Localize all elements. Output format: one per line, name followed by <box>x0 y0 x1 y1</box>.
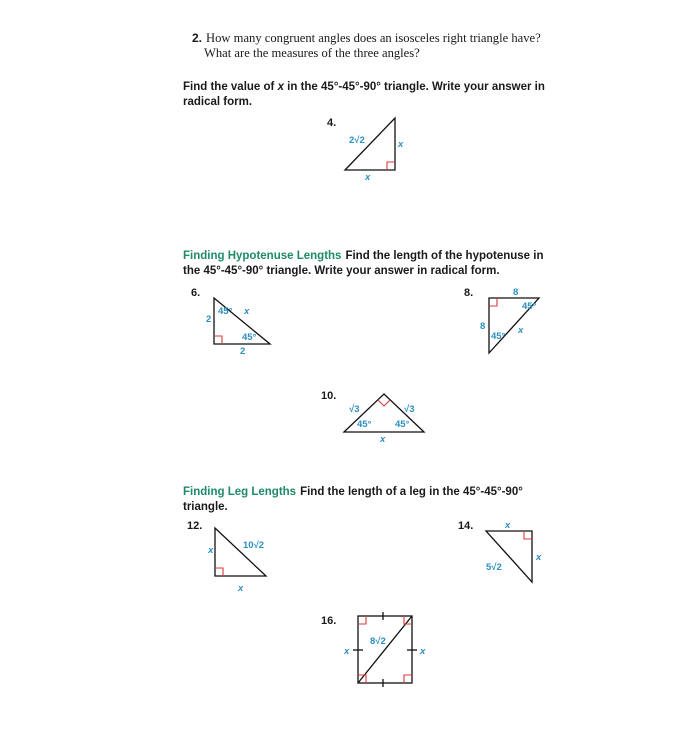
problem-12-figure <box>200 520 280 600</box>
problem-8-number: 8. <box>464 287 474 299</box>
problem-14-top-label: x <box>505 520 511 531</box>
problem-6-left-leg-label: 2 <box>206 314 212 325</box>
problem-6-right-angle-label: 45° <box>242 332 257 343</box>
problem-12-number: 12. <box>187 520 203 532</box>
problem-12-left-label: x <box>208 545 214 556</box>
problem-6-figure <box>200 292 280 362</box>
problem-6-top-angle-label: 45° <box>218 306 233 317</box>
problem-6-bottom-leg-label: 2 <box>240 346 246 357</box>
problem-16-left-label: x <box>344 646 350 657</box>
problem-8-hyp-label: x <box>518 325 524 336</box>
problem-6-right-angle-mark <box>214 336 222 344</box>
problem-16-right-angle-mark-tl <box>358 616 366 624</box>
problem-6-hyp-label: x <box>244 306 250 317</box>
problem-10-left-label: √3 <box>349 404 360 415</box>
problem-10-right-angle-label: 45° <box>395 419 410 430</box>
find-x-text-b: in the 45°-45°-90° triangle. Write your answer in <box>283 81 545 93</box>
problem-14-right-label: x <box>536 552 542 563</box>
instructions-legs <box>183 485 603 515</box>
problem-4-side-label: x <box>398 139 404 150</box>
find-x-variable: x <box>277 81 284 93</box>
question-2 <box>192 31 612 61</box>
legs-line-2: triangle. <box>183 501 228 513</box>
problem-8-figure <box>478 285 548 360</box>
problem-10-left-angle-label: 45° <box>357 419 372 430</box>
problem-4-right-angle-mark <box>387 162 395 170</box>
legs-line-1: Find the length of a leg in the 45°-45°-90° <box>300 486 523 498</box>
problem-14-right-angle-mark <box>524 531 532 539</box>
hypotenuse-heading: Finding Hypotenuse Lengths <box>183 250 342 262</box>
hypotenuse-line-2: the 45°-45°-90° triangle. Write your answer in radical form. <box>183 265 500 277</box>
problem-10-number: 10. <box>321 390 337 402</box>
problem-14-hyp-label: 5√2 <box>486 562 502 573</box>
problem-16-figure <box>338 608 438 688</box>
problem-10-figure <box>340 390 430 450</box>
question-2-number: 2. <box>192 31 203 45</box>
problem-12-bottom-label: x <box>238 583 244 594</box>
problem-16-number: 16. <box>321 615 337 627</box>
problem-14-number: 14. <box>458 520 474 532</box>
problem-8-top-angle-label: 45° <box>522 301 537 312</box>
problem-4-bottom-label: x <box>365 172 371 182</box>
problem-12-right-angle-mark <box>215 568 223 576</box>
problem-16-diagonal-label: 8√2 <box>370 636 386 647</box>
problem-10-right-label: √3 <box>404 404 415 415</box>
hypotenuse-line-1: Find the length of the hypotenuse in <box>345 250 544 262</box>
problem-4-hyp-label: 2√2 <box>349 135 365 146</box>
problem-8-top-label: 8 <box>513 287 519 298</box>
problem-4-figure <box>335 112 415 182</box>
problem-8-right-angle-mark <box>489 298 497 306</box>
problem-10-right-angle-mark <box>378 400 390 406</box>
problem-16-right-label: x <box>420 646 426 657</box>
problem-14-figure <box>482 518 552 588</box>
problem-16-diagonal <box>358 616 412 683</box>
question-2-line-2: What are the measures of the three angles? <box>204 46 420 60</box>
legs-heading: Finding Leg Lengths <box>183 486 297 498</box>
problem-10-bottom-label: x <box>380 434 386 445</box>
problem-8-left-label: 8 <box>480 321 486 332</box>
problem-6-number: 6. <box>191 287 201 299</box>
problem-8-left-angle-label: 45° <box>491 331 506 342</box>
problem-16-right-angle-mark-br <box>404 675 412 683</box>
problem-12-hyp-label: 10√2 <box>243 540 265 551</box>
find-x-text-a: Find the value of <box>183 81 278 93</box>
problem-4-number: 4. <box>327 117 337 129</box>
instructions-hypotenuse <box>183 249 603 279</box>
find-x-line-2: radical form. <box>183 96 253 108</box>
instructions-find-x <box>183 80 583 110</box>
question-2-line-1: How many congruent angles does an isosceles right triangle have? <box>206 31 541 45</box>
